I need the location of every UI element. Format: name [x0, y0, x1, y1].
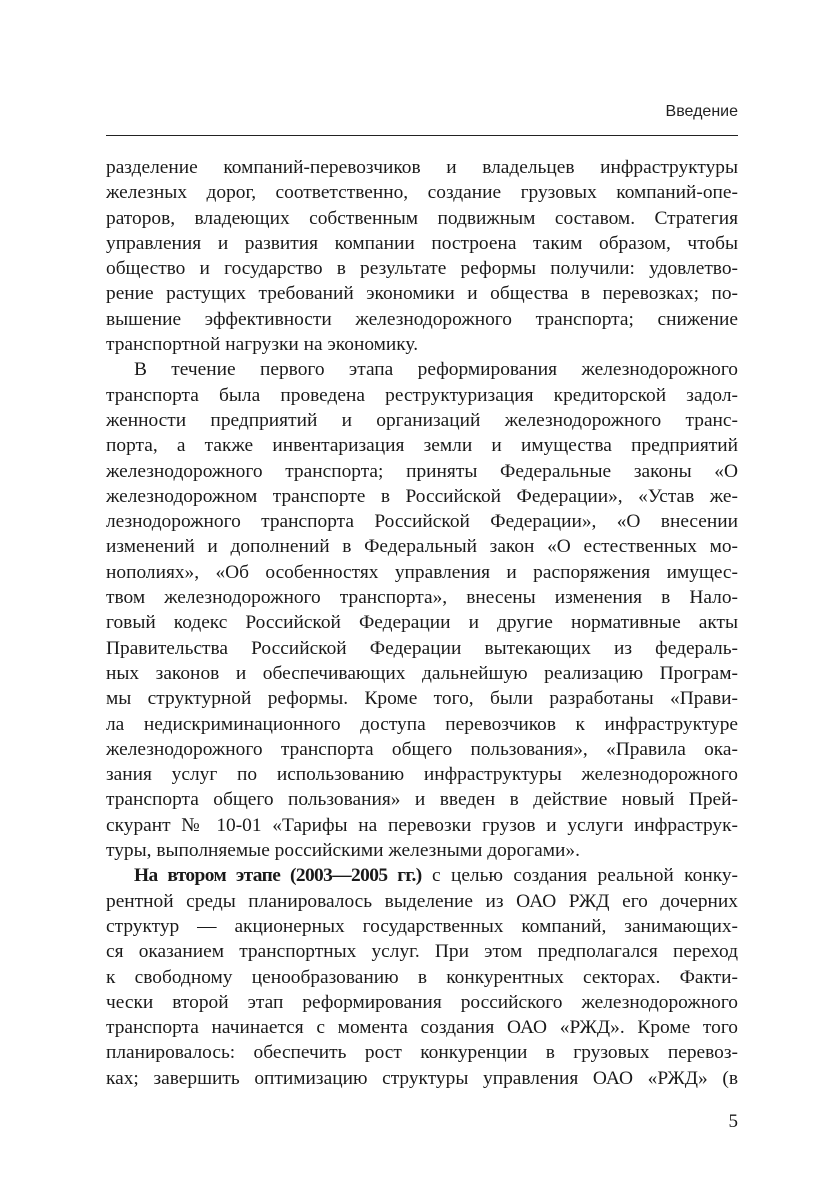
- text-line: железнодорожного транспорта общего пользования», «Правила ока-: [106, 738, 738, 760]
- text-line: структур — акционерных государственных компаний, занимающих-: [106, 915, 738, 937]
- text-line: ках; завершить оптимизацию структуры управления ОАО «РЖД» (в: [106, 1067, 738, 1089]
- text-line: транспорта была проведена реструктуризация кредиторской задол-: [106, 384, 738, 406]
- text-line: изменений и дополнений в Федеральный закон «О естественных мо-: [106, 536, 738, 558]
- text-line: [106, 863, 738, 888]
- text-line: ных законов и обеспечивающих дальнейшую реализацию Програм-: [106, 662, 738, 684]
- text-line: рение растущих требований экономики и общества в перевозках; по-: [106, 283, 738, 305]
- text-line: чески второй этап реформирования российского железнодорожного: [106, 991, 738, 1013]
- text-line: ла недискриминационного доступа перевозчиков к инфраструктуре: [106, 713, 738, 735]
- paragraph-1: [106, 155, 738, 357]
- bold-lead-text: На втором этапе (2003—2005 гг.): [134, 865, 422, 887]
- page-number: 5: [728, 1111, 738, 1132]
- text-line: лезнодорожного транспорта Российской Федерации», «О внесении: [106, 511, 738, 533]
- text-line: Правительства Российской Федерации вытекающих из федераль-: [106, 637, 738, 659]
- text-line: транспорта начинается с момента создания ОАО «РЖД». Кроме того: [106, 1017, 738, 1039]
- text-line: к свободному ценообразованию в конкурентных секторах. Факти-: [106, 966, 738, 988]
- text-line: твом железнодорожного транспорта», внесены изменения в Нало-: [106, 587, 738, 609]
- text-line: вышение эффективности железнодорожного транспорта; снижение: [106, 308, 738, 330]
- header-rule: [106, 135, 738, 136]
- text-line: управления и развития компании построена таким образом, чтобы: [106, 232, 738, 254]
- text-line: порта, а также инвентаризация земли и имущества предприятий: [106, 435, 738, 457]
- text-line: транспорта общего пользования» и введен в действие новый Прей-: [106, 789, 738, 811]
- text-line: общество и государство в результате реформы получили: удовлетво-: [106, 258, 738, 280]
- text-line: транспортной нагрузки на экономику.: [106, 334, 419, 356]
- text-line: железных дорог, соответственно, создание грузовых компаний-опе-: [106, 182, 738, 204]
- text-line: В течение первого этапа реформирования железнодорожного: [134, 359, 738, 381]
- text-line: мы структурной реформы. Кроме того, были разработаны «Прави-: [106, 688, 738, 710]
- text-line: рентной среды планировалось выделение из ОАО РЖД его дочерних: [106, 890, 738, 912]
- text-line: скурант № 10-01 «Тарифы на перевозки грузов и услуги инфраструк-: [106, 814, 738, 836]
- text-line: туры, выполняемые российскими железными дорогами».: [106, 840, 580, 862]
- text-line: нополиях», «Об особенностях управления и распоряжения имущес-: [106, 561, 738, 583]
- lead-rest-text: с целью создания реальной конку-: [421, 865, 738, 887]
- text-line: говый кодекс Российской Федерации и другие нормативные акты: [106, 612, 738, 634]
- text-line: женности предприятий и организаций железнодорожного транс-: [106, 409, 738, 431]
- text-line: разделение компаний-перевозчиков и владельцев инфраструктуры: [106, 157, 738, 178]
- paragraph-3: [106, 863, 738, 1091]
- text-line: железнодорожного транспорта; приняты Федеральные законы «О: [106, 460, 738, 482]
- text-line: планировалось: обеспечить рост конкуренции в грузовых перевоз-: [106, 1042, 738, 1064]
- text-line: ся оказанием транспортных услуг. При этом предполагался переход: [106, 941, 738, 963]
- running-head: Введение: [665, 103, 738, 120]
- text-line: зания услуг по использованию инфраструктуры железнодорожного: [106, 764, 738, 786]
- text-line: железнодорожном транспорте в Российской Федерации», «Устав же-: [106, 485, 738, 507]
- paragraph-2: [106, 357, 738, 863]
- body-text: [106, 155, 738, 1091]
- text-line: раторов, владеющих собственным подвижным составом. Стратегия: [106, 207, 738, 229]
